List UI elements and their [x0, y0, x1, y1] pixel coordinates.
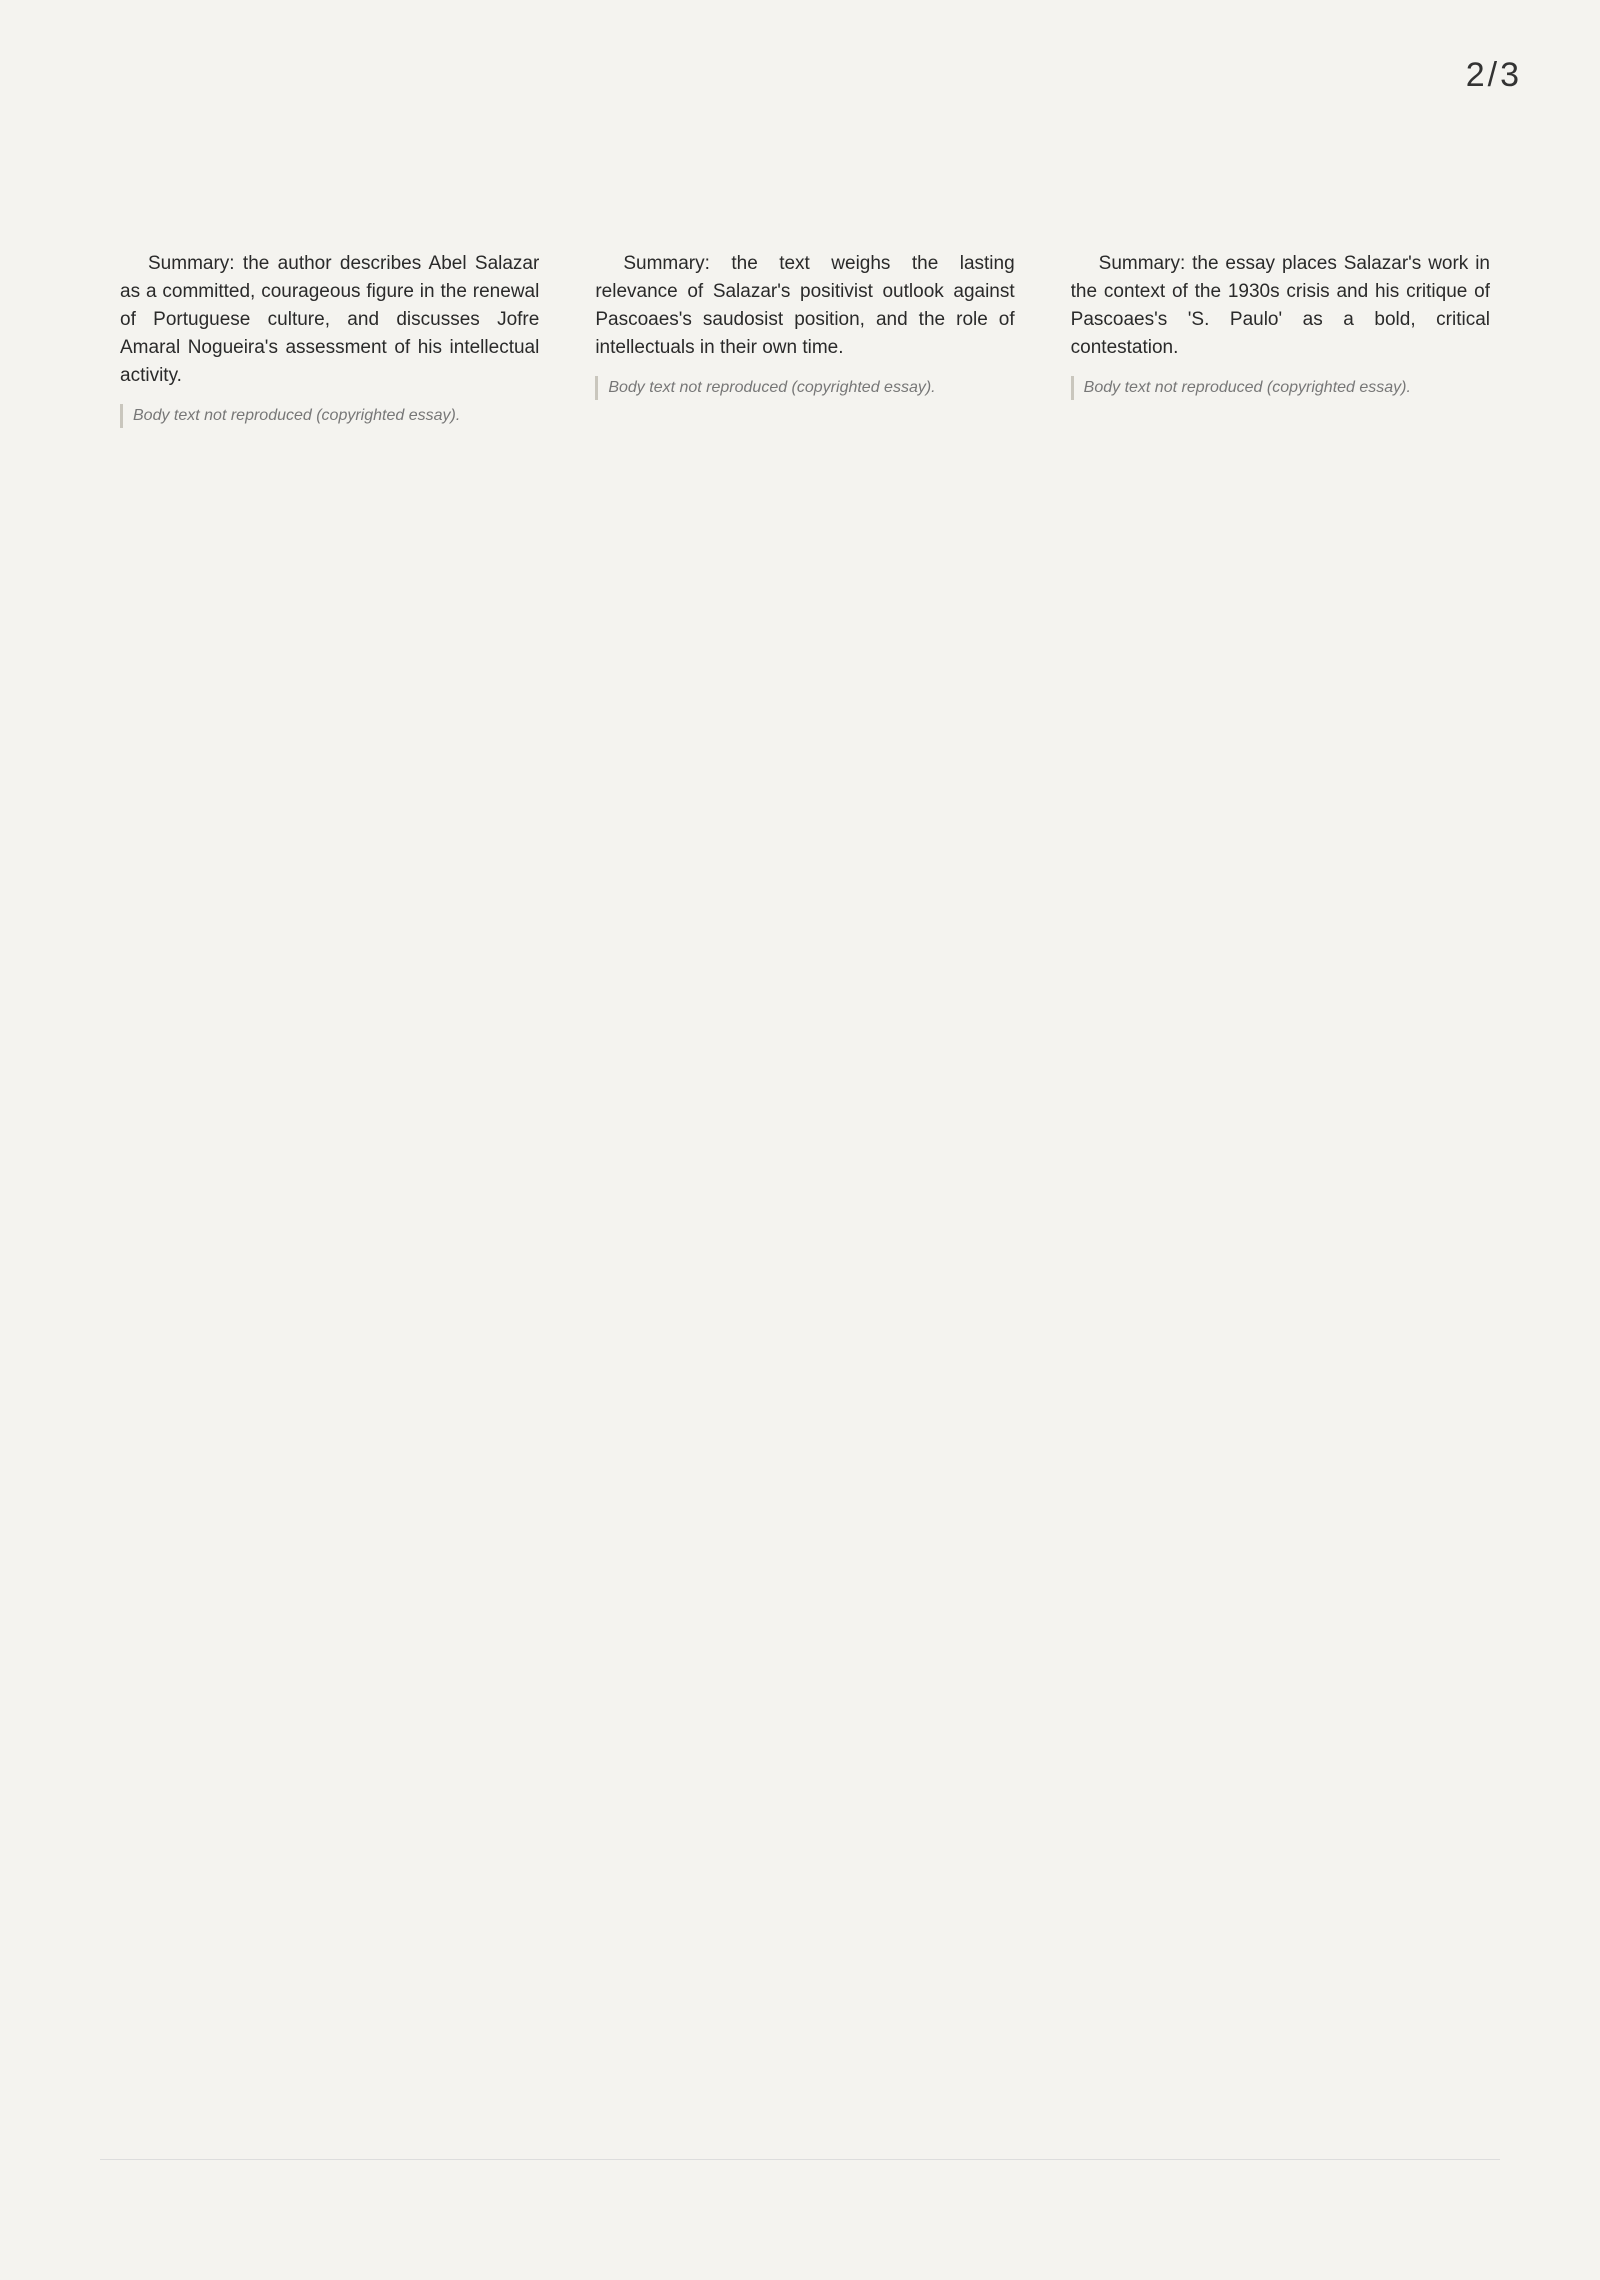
column-1 [120, 250, 539, 2130]
column-3-summary: Summary: the essay places Salazar's work in the context of the 1930s crisis and his critique of Pascoaes's 'S. Paulo' as a bold, critical contestation. [1070, 253, 1490, 358]
bottom-rule [100, 2159, 1500, 2160]
column-3-placeholder: Body text not reproduced (copyrighted essay). [1071, 376, 1490, 400]
column-2 [595, 250, 1014, 2130]
column-2-summary: Summary: the text weighs the lasting relevance of Salazar's positivist outlook against Pascoaes's saudosist position, and the role of intellectuals in their own time. [595, 253, 1015, 358]
column-2-placeholder: Body text not reproduced (copyrighted essay). [595, 376, 1014, 400]
column-1-placeholder: Body text not reproduced (copyrighted essay). [120, 404, 539, 428]
article-columns [120, 250, 1490, 2130]
column-3 [1071, 250, 1490, 2130]
page-number: 2/3 [1465, 56, 1522, 94]
column-1-summary: Summary: the author describes Abel Salazar as a committed, courageous figure in the renewal of Portuguese culture, and discusses Jofre Amaral Nogueira's assessment of his intellectual activity. [120, 253, 540, 386]
